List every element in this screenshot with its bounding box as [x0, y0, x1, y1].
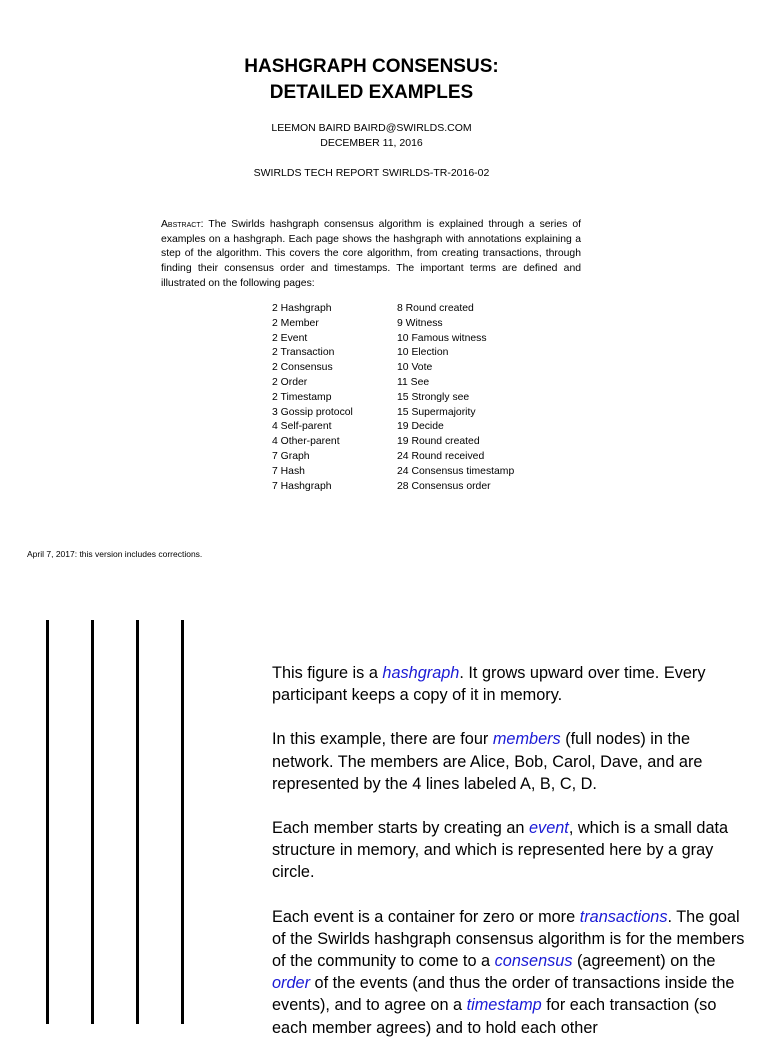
paragraph-event	[272, 817, 750, 884]
toc-entry: 3 Gossip protocol	[272, 406, 353, 418]
text-run: In this example, there are four	[272, 730, 493, 749]
toc-entry: 19 Round created	[397, 436, 480, 448]
revision-note: April 7, 2017: this version includes corrections.	[27, 549, 203, 559]
text-run: (full nodes) in the network. The members are Alice, Bob, Carol, Dave, and are represented by the 4 lines labeled A, B, C, D.	[272, 730, 703, 793]
member-line-c	[136, 620, 139, 1024]
text-run: This figure is a	[272, 664, 383, 682]
toc-entry: 9 Witness	[397, 317, 443, 329]
toc-entry: 28 Consensus order	[397, 480, 491, 492]
toc-entry: 7 Graph	[272, 450, 310, 462]
toc-entry: 24 Round received	[397, 450, 485, 462]
abstract	[161, 218, 581, 292]
toc-entry: 15 Strongly see	[397, 391, 470, 403]
report-id-line: SWIRLDS TECH REPORT SWIRLDS-TR-2016-02	[253, 167, 490, 179]
toc-entry: 24 Consensus timestamp	[397, 465, 515, 477]
toc-entry: 2 Transaction	[272, 347, 335, 359]
toc-entry: 10 Famous witness	[397, 332, 487, 344]
toc-entry: 2 Order	[272, 376, 308, 388]
toc-column-2	[397, 302, 514, 494]
text-run: (agreement) on the	[572, 952, 716, 971]
text-run: for each transaction (so each member agrees) and to hold each other	[272, 996, 717, 1037]
term-consensus: consensus	[494, 952, 573, 971]
toc-entry: 10 Vote	[397, 362, 433, 374]
explanation-text	[272, 662, 750, 1061]
toc-entry: 2 Hashgraph	[272, 303, 332, 314]
title-line-1: HASHGRAPH CONSENSUS:	[244, 56, 499, 77]
toc-entry: 7 Hash	[272, 465, 305, 477]
toc-entry: 7 Hashgraph	[272, 480, 332, 492]
toc-entry: 2 Consensus	[272, 362, 333, 374]
term-event: event	[529, 819, 569, 838]
toc-entry: 4 Other-parent	[272, 436, 340, 448]
paragraph-hashgraph	[272, 662, 750, 706]
member-line-b	[91, 620, 94, 1024]
term-hashgraph: hashgraph	[382, 664, 460, 682]
toc-entry: 2 Timestamp	[272, 391, 332, 403]
toc-entry: 19 Decide	[397, 421, 444, 433]
toc-entry: 2 Member	[272, 317, 319, 329]
toc-entry: 10 Election	[397, 347, 449, 359]
paragraph-transactions	[272, 906, 750, 1039]
text-run: Each event is a container for zero or more	[272, 907, 580, 926]
term-order: order	[272, 974, 311, 993]
date-line: DECEMBER 11, 2016	[320, 137, 423, 149]
text-run: of the events (and thus the order of transactions inside the events), and to agree on a	[272, 974, 735, 1015]
author-line: LEEMON BAIRD BAIRD@SWIRLDS.COM	[271, 122, 472, 134]
toc-entry: 11 See	[397, 376, 430, 388]
document-title	[0, 54, 743, 106]
text-run: , which is a small data structure in memory, and which is represented here by a gray circle.	[272, 819, 729, 882]
term-timestamp: timestamp	[466, 996, 542, 1015]
toc-entry: 2 Event	[272, 332, 308, 344]
term-members: members	[492, 730, 561, 749]
toc-entry: 8 Round created	[397, 303, 474, 314]
title-line-2: DETAILED EXAMPLES	[269, 82, 474, 103]
paragraph-members	[272, 728, 750, 795]
text-run: . It grows upward over time. Every participant keeps a copy of it in memory.	[272, 664, 706, 705]
toc-entry: 4 Self-parent	[272, 421, 332, 433]
abstract-lead: Abstract:	[161, 219, 204, 230]
term-transactions: transactions	[579, 907, 668, 926]
member-line-a	[46, 620, 49, 1024]
toc-column-1	[272, 302, 353, 494]
toc-entry: 15 Supermajority	[397, 406, 476, 418]
member-line-d	[181, 620, 184, 1024]
abstract-text: The Swirlds hashgraph consensus algorithm is explained through a series of examples on a hashgraph. Each page shows the hashgraph with annotations explaining a step of the algorithm. This covers the core algorithm, from creating transactions, through finding their consensus order and timestamps. The important terms are defined and illustrated on the following pages:	[161, 219, 582, 289]
text-run: . The goal of the Swirlds hashgraph consensus algorithm is for the members of the community to come to a	[272, 907, 745, 971]
text-run: Each member starts by creating an	[272, 819, 529, 838]
